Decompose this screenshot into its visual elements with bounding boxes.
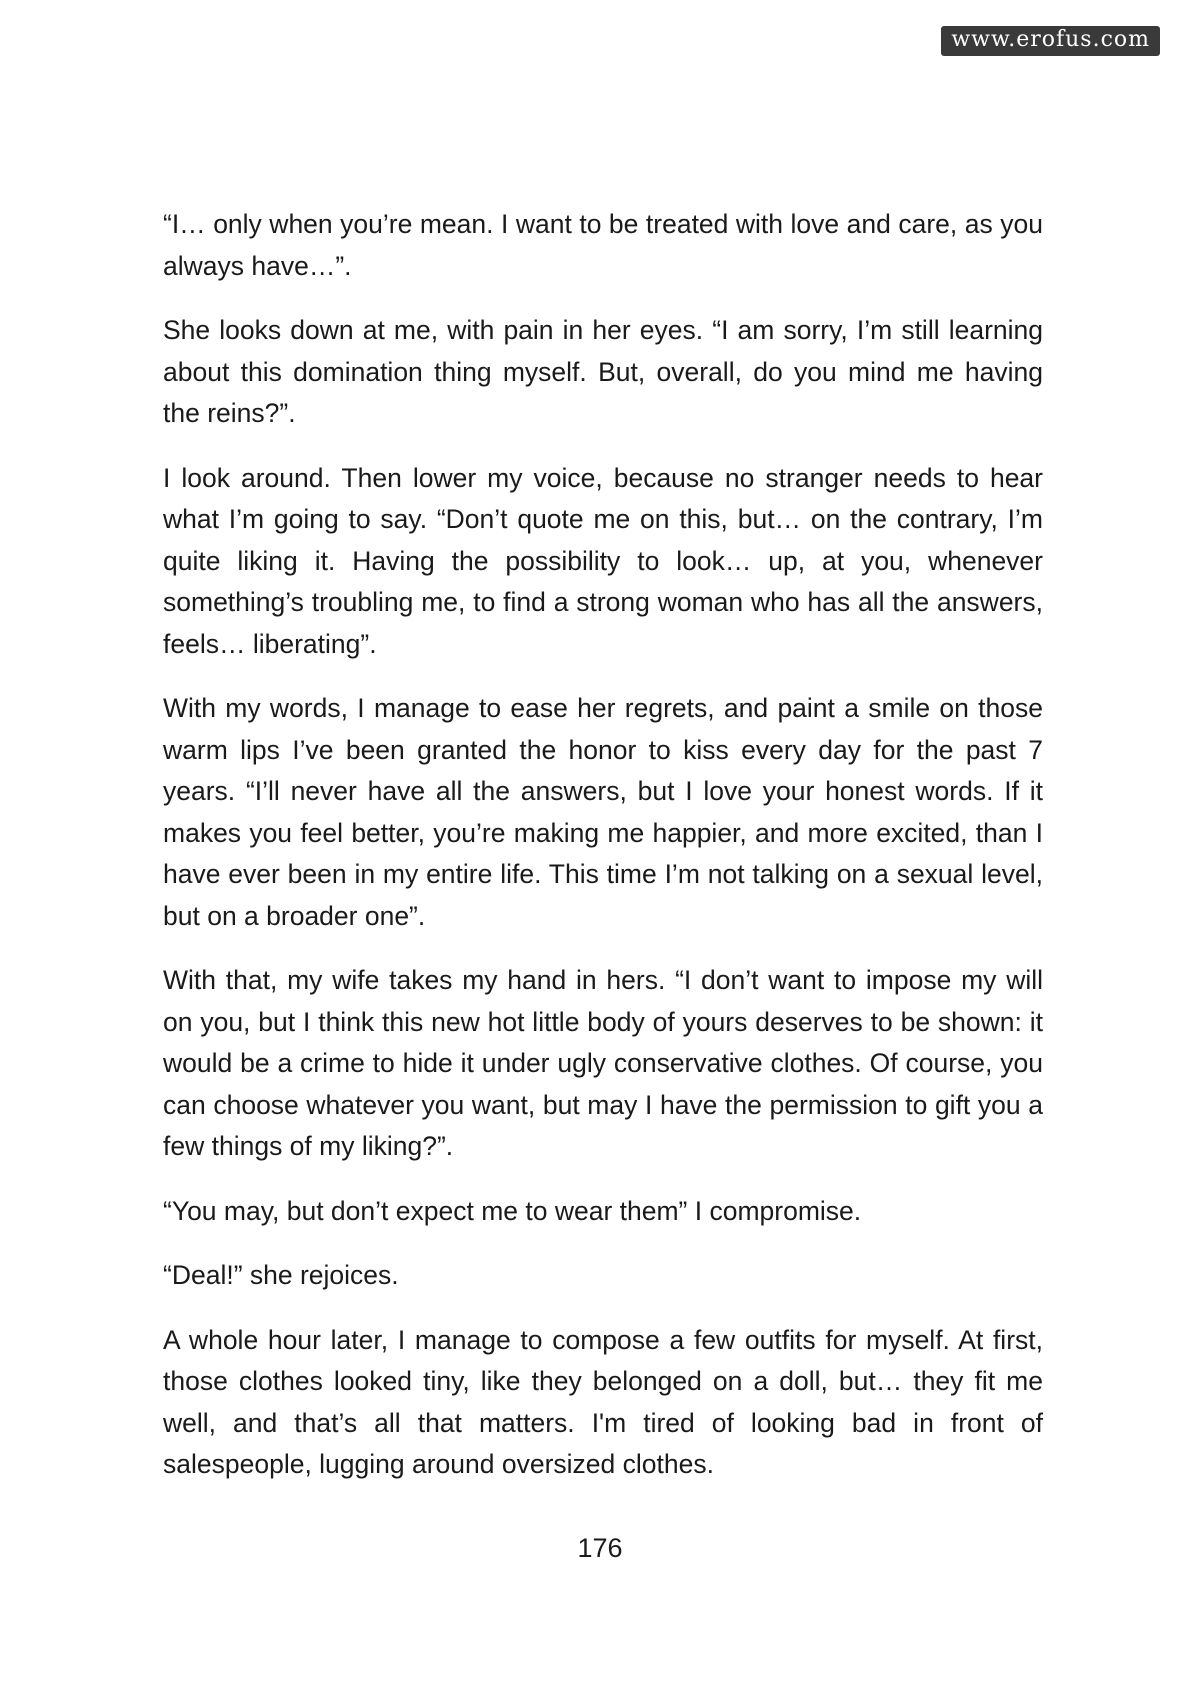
paragraph: With that, my wife takes my hand in hers. “I don’t want to impose my will on you, but I think this new hot little body of yours deserves to be shown: it would be a crime to hide it under ugly conservative clothes. Of course, you can choose whatever you want, but may I have the permission to gift you a few things of my liking?”.: [163, 965, 1043, 1161]
page-number: 176: [577, 1533, 623, 1563]
paragraph: A whole hour later, I manage to compose a few outfits for myself. At first, those clothes looked tiny, like they belonged on a doll, but… they fit me well, and that’s all that matters. I'm tired of looking bad in front of salespeople, lugging around oversized clothes.: [163, 1324, 1043, 1479]
paragraph: “I… only when you’re mean. I want to be treated with love and care, as you always have…”.: [163, 209, 1043, 281]
paragraph: “You may, but don’t expect me to wear them” I compromise.: [163, 1195, 862, 1226]
paragraph: “Deal!” she rejoices.: [163, 1260, 399, 1290]
paragraph: With my words, I manage to ease her regrets, and paint a smile on those warm lips I’ve been granted the honor to kiss every day for the past 7 years. “I’ll never have all the answers, but I love your honest words. If it makes you feel better, you’re making me happier, and more excited, than I have ever been in my entire life. This time I’m not talking on a sexual level, but on a broader one”.: [163, 693, 1043, 931]
page-body: [163, 204, 1043, 1509]
watermark: www.erofus.com: [941, 26, 1160, 56]
paragraph: I look around. Then lower my voice, because no stranger needs to hear what I’m going to say. “Don’t quote me on this, but… on the contrary, I’m quite liking it. Having the possibility to look… up, at you, whenever something’s troubling me, to find a strong woman who has all the answers, feels… liberating”.: [163, 462, 1043, 659]
paragraph: She looks down at me, with pain in her eyes. “I am sorry, I’m still learning about this domination thing myself. But, overall, do you mind me having the reins?”.: [163, 315, 1043, 428]
